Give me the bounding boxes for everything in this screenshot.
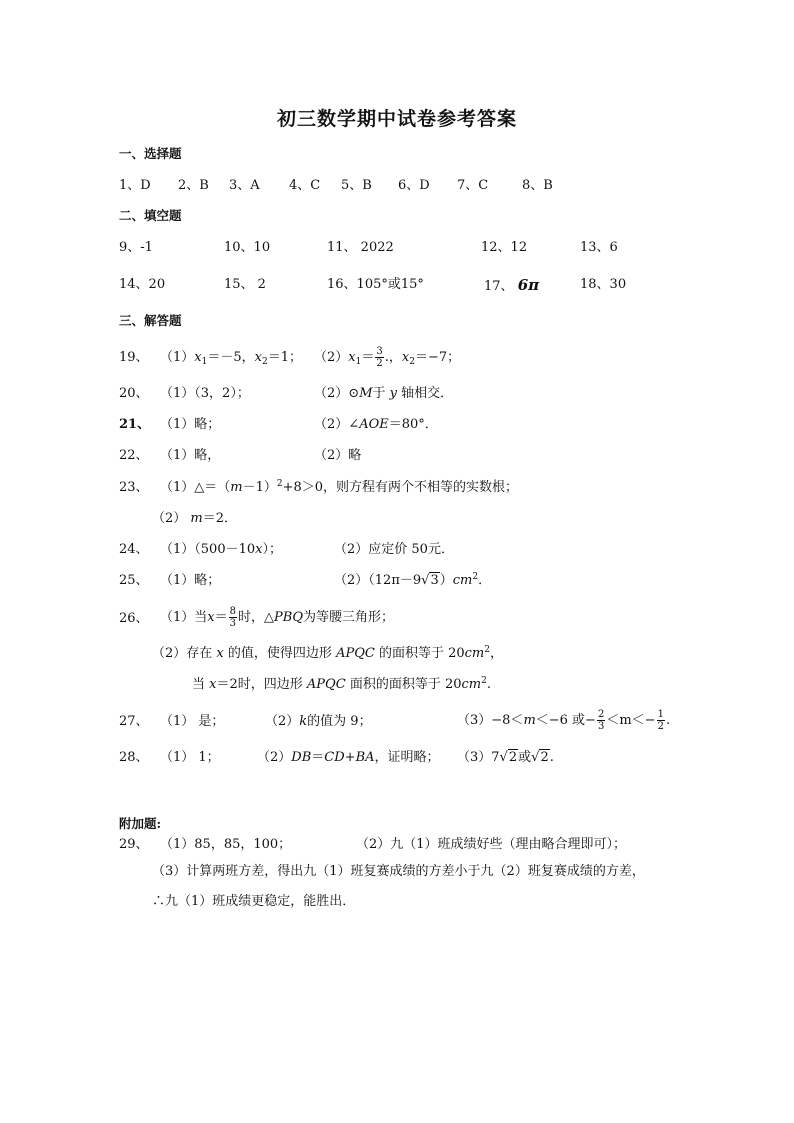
answer-8: 8、B: [522, 178, 553, 193]
answer-10: 10、10: [224, 240, 271, 255]
q20-number: 20、: [119, 386, 149, 401]
answer-13: 13、6: [580, 240, 618, 255]
answer-17: 17、 6π: [484, 276, 540, 294]
q22-number: 22、: [119, 448, 149, 463]
fraction: $\frac{1}{2}$: [657, 709, 664, 732]
q24-number: 24、: [119, 542, 149, 557]
q25-number: 25、: [119, 573, 149, 588]
q19-number: 19、: [119, 350, 149, 365]
fraction: $\frac{8}{3}$: [229, 606, 237, 629]
q23-number: 23、: [119, 480, 149, 495]
q26-part2: （2）存在 x 的值，使得四边形 APQC 的面积等于 $20cm^2$，: [152, 645, 503, 661]
q27-part2: （2）k的值为 9；: [265, 714, 372, 729]
q26-part1: （1）当x＝ $\frac{8}{3}$ 时，△PBQ为等腰三角形；: [160, 606, 394, 629]
q28-number: 28、: [119, 750, 149, 765]
q20-part2: （2）⊙M于 y 轴相交．: [314, 386, 454, 401]
answer-4: 4、C: [289, 178, 321, 193]
q22-part1: （1）略，: [160, 448, 221, 463]
answer-3: 3、A: [229, 178, 260, 193]
answer-2: 2、B: [178, 178, 209, 193]
q21-number: 21、: [119, 417, 151, 432]
fraction: $\frac{3}{2}$: [376, 346, 383, 369]
answer-14: 14、20: [119, 277, 166, 292]
q19-part2: $(2)x_1=$ $\frac{3}{2}$ .，$x_2=-7$；: [314, 346, 461, 369]
sqrt-sign: √2: [531, 750, 549, 765]
q24-part2: （2）应定价 50元．: [334, 542, 454, 557]
q19-part1: $(1)x_1=-5$，$x_2=1$；: [160, 350, 302, 367]
q25-part2: $(2)(12\pi-9√3)cm^2$．: [334, 572, 492, 588]
answer-11: 11、 2022: [327, 240, 394, 255]
sqrt-sign: √2: [499, 750, 518, 765]
answer-17-value: 6π: [517, 276, 540, 294]
q29-conclusion: ∴九（1）班成绩更稳定，能胜出．: [152, 894, 356, 909]
q20-part1: （1）（3，2）；: [160, 386, 250, 401]
sqrt-sign: √3: [421, 573, 439, 588]
answer-5: 5、B: [341, 178, 372, 193]
answer-9: 9、-1: [119, 240, 153, 255]
q21-part2: （2）∠AOE＝80°．: [314, 417, 438, 432]
q25-part1: （1）略；: [160, 573, 221, 588]
q26-number: 26、: [119, 611, 149, 626]
section-heading-solve: 三、解答题: [119, 313, 182, 328]
q29-part3: （3）计算两班方差，得出九（1）班复赛成绩的方差小于九（2）班复赛成绩的方差，: [152, 864, 645, 879]
section-heading-extra: 附加题:: [119, 816, 162, 831]
q28-part3: （3）7√2或√2.: [457, 750, 554, 765]
q29-part1: （1）85，85，100；: [160, 837, 292, 852]
answer-15: 15、 2: [224, 277, 266, 292]
q22-part2: （2）略: [314, 448, 362, 463]
fraction: $\frac{2}{3}$: [597, 709, 605, 732]
answer-12: 12、12: [481, 240, 528, 255]
q23-part2: （2） m＝2．: [152, 511, 238, 526]
q26-part2-line2: 当 x＝2时，四边形 APQC 面积的面积等于 $20cm^2$.: [192, 676, 491, 692]
q27-number: 27、: [119, 714, 149, 729]
q28-part2: （2）DB＝CD+BA，证明略；: [257, 750, 440, 765]
q28-part1: （1） 1；: [160, 750, 220, 765]
q21-part1: （1）略；: [160, 417, 221, 432]
section-heading-fill: 二、填空题: [119, 208, 182, 223]
answer-7: 7、C: [457, 178, 489, 193]
answer-1: 1、D: [119, 178, 151, 193]
section-heading-choice: 一、选择题: [119, 146, 182, 161]
q23-part1: $(1)\triangle=(m-1)^2+8>0$，则方程有两个不相等的实数根；: [160, 479, 519, 495]
answer-16: 16、105°或15°: [327, 277, 424, 292]
q27-part1: （1） 是；: [160, 714, 225, 729]
answer-6: 6、D: [398, 178, 430, 193]
answer-18: 18、30: [580, 277, 627, 292]
page-title: 初三数学期中试卷参考答案: [276, 108, 517, 130]
q27-part3: （3）−8＜m＜−6 或− $\frac{2}{3}$ ＜m＜− $\frac{1}{2}$ .: [457, 709, 671, 732]
q29-number: 29、: [119, 837, 149, 852]
q24-part1: （1）（500－10x）；: [160, 542, 282, 557]
q29-part2: （2）九（1）班成绩好些（理由略合理即可）；: [356, 837, 627, 852]
